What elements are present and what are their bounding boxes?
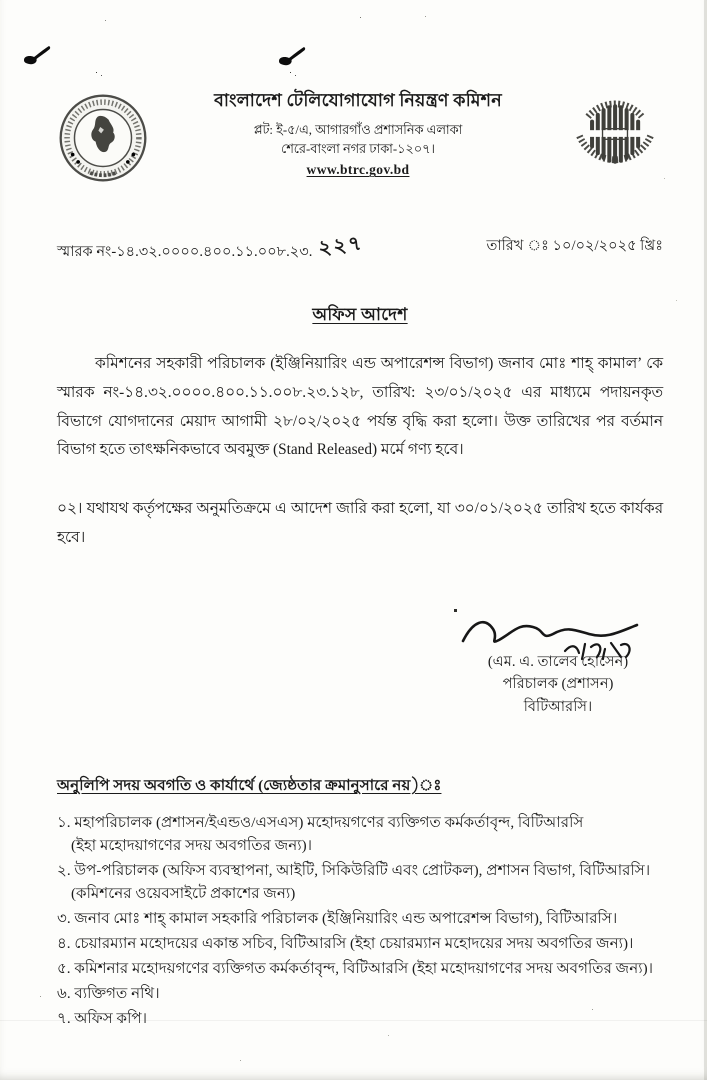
memo-number: [57, 232, 365, 268]
list-item: ৬. ব্যক্তিগত নথি।: [57, 985, 160, 1002]
btrc-logo-icon: [567, 86, 663, 187]
list-item-text: ১. মহাপরিচালক (প্রশাসন/ইএন্ডও/এসএস) মহোদয়গণের ব্যক্তিগত কর্মকর্তাবৃন্দ, বিটিআরসি: [57, 815, 584, 832]
distribution-list: [57, 812, 663, 1030]
document-title: অফিস আদেশ: [312, 305, 408, 324]
ink-smudge: [277, 45, 311, 69]
distribution-section: [57, 774, 663, 1030]
letterhead: [57, 0, 663, 189]
signatory-organization: বিটিআরসি।: [523, 698, 593, 715]
signatory-designation: পরিচালক (প্রশাসন): [502, 676, 614, 693]
list-item: [57, 860, 663, 906]
org-website: www.btrc.gov.bd: [306, 162, 410, 178]
org-address-line2: শেরে-বাংলা নগর ঢাকা-১২০৭।: [281, 142, 435, 157]
memo-number-printed: স্মারক নং-১৪.৩২.০০০০.৪০০.১১.০০৮.২৩.: [57, 244, 313, 260]
list-item: ৭. অফিস কপি।: [57, 1010, 148, 1027]
scan-streak: [0, 1020, 707, 1021]
list-item: ৩. জনাব মোঃ শাহ্ কামাল সহকারি পরিচালক (ইঞ্জিনিয়ারিং এন্ড অপারেশন্স বিভাগ), বিটিআরসি।: [57, 911, 618, 928]
body-paragraph-2: ০২। যথাযথ কর্তৃপক্ষের অনুমতিক্রমে এ আদেশ জারি করা হলো, যা ৩০/০১/২০২৫ তারিখ হতে কার্যকর হবে।: [57, 500, 663, 546]
list-item-continuation: (কমিশনের ওয়েবসাইটে প্রকাশের জন্য): [71, 886, 296, 903]
memo-date: তারিখ ঃ ১০/০২/২০২৫ খ্রিঃ: [486, 238, 663, 254]
body-paragraph-1: কমিশনের সহকারী পরিচালক (ইঞ্জিনিয়ারিং এন্ড অপারেশন্স বিভাগ) জনাব মোঃ শাহ্ কামাল’ কে স্মারক নং-১৪.৩২.০০০০.৪০০.১১.০০৮.২৩.১২৮, তারিখ: ২৩/০১/২০২৫ এর মাধ্যমে পদায়নকৃত বিভাগে যোগদানের মেয়াদ আগামী ২৮/০২/২০২৫ পর্যন্ত বৃদ্ধি করা হলো। উক্ত তারিখের পর বর্তমান বিভাগ হতে তাৎক্ষনিকভাবে অবমুক্ত (Stand Released) মর্মে গণ্য হবে।: [57, 355, 663, 459]
signatory-name: (এম. এ. তালেব হোসেন): [487, 653, 629, 670]
ink-smudge: [22, 44, 56, 68]
list-item-text: ২. উপ-পরিচালক (অফিস ব্যবস্থাপনা, আইটি, সিকিউরিটি এবং প্রোটকল), প্রশাসন বিভাগ, বিটিআরসি।: [57, 863, 651, 880]
scan-noise: [0, 0, 1, 1]
memo-row: [57, 232, 663, 268]
distribution-heading: অনুলিপি সদয় অবগতি ও কার্যার্থে (জ্যেষ্ঠতার ক্রমানুসারে নয়)ঃ: [57, 777, 442, 795]
list-item: [57, 812, 663, 858]
org-address-line1: প্লট: ই-৫/এ, আগারগাঁও প্রশাসনিক এলাকা: [253, 123, 463, 137]
signature-block: [443, 605, 673, 719]
org-name: বাংলাদেশ টেলিযোগাযোগ নিয়ন্ত্রণ কমিশন: [214, 90, 502, 110]
list-item: ৫. কমিশনার মহোদয়গণের ব্যক্তিগত কর্মকর্তাবৃন্দ, বিটিআরসি (ইহা মহোদয়াগণের সদয় অবগতির জন্য)।: [57, 960, 654, 977]
list-item-continuation: (ইহা মহোদয়াগণের সদয় অবগতির জন্য)।: [71, 838, 313, 855]
list-item: ৪. চেয়ারম্যান মহোদয়ের একান্ত সচিব, বিটিআরসি (ইহা চেয়ারম্যান মহোদয়ের সদয় অবগতির জন্য)।: [57, 936, 634, 953]
letterhead-text: [149, 86, 567, 178]
memo-number-handwritten: ২২৭: [317, 232, 365, 260]
government-seal-icon: [57, 92, 149, 189]
